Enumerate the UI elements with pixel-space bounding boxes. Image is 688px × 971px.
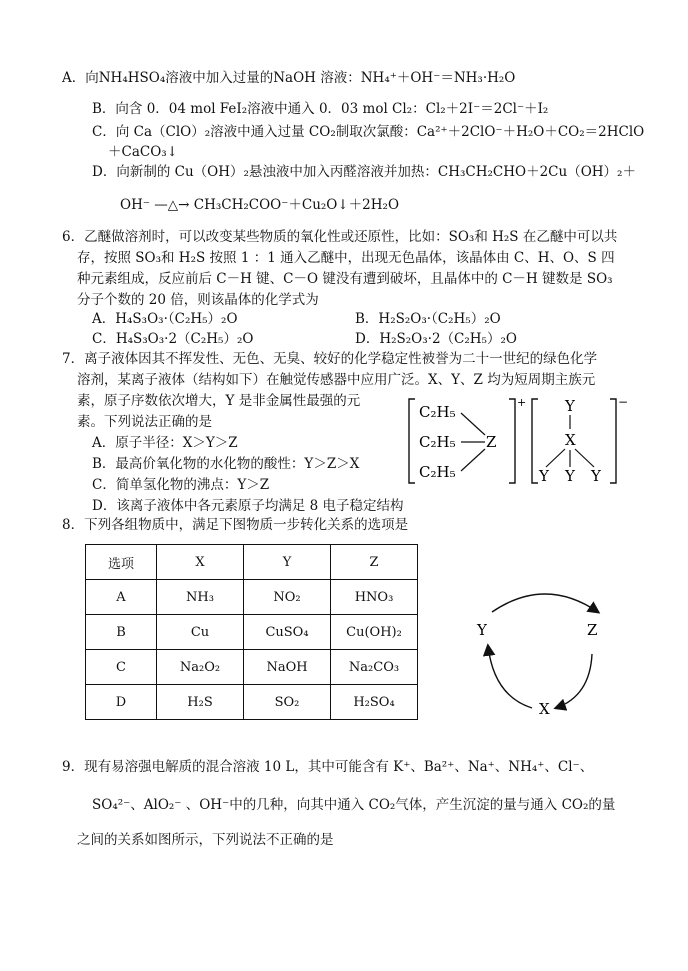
q6-stem-line3: 种元素组成，反应前后 C－H 键、C－O 键没有遭到破坏，且晶体中的 C－H 键数是 SO₃ — [77, 271, 613, 287]
q5-option-a: A．向NH₄HSO₄溶液中加入过量的NaOH 溶液：NH₄⁺＋OH⁻＝NH₃·H₂O — [62, 70, 516, 86]
q6-option-b: B．H₂S₂O₃·（C₂H₅）₂O — [355, 311, 501, 327]
cation-ethyl-1: C₂H₅ — [419, 403, 456, 421]
table-cell: Na₂O₂ — [157, 650, 244, 685]
q6-option-a: A．H₄S₃O₃·（C₂H₅）₂O — [92, 311, 238, 327]
anion-y-top: Y — [565, 397, 575, 415]
ionic-liquid-structure — [405, 395, 645, 490]
cycle-node-x: X — [539, 700, 550, 718]
table-cell: D — [86, 685, 157, 720]
q7-option-a: A．原子半径：X＞Y＞Z — [92, 435, 238, 451]
q7-stem-line4: 素。下列说法正确的是 — [77, 414, 212, 430]
header-option: 选项 — [86, 545, 157, 580]
header-y: Y — [244, 545, 331, 580]
q6-option-c: C．H₄S₃O₃·2（C₂H₅）₂O — [92, 331, 254, 347]
table-cell: NO₂ — [244, 580, 331, 615]
cation-z-atom: Z — [486, 433, 497, 451]
cation-charge-plus: + — [517, 396, 527, 409]
anion-charge-minus: − — [618, 395, 629, 409]
table-cell: A — [86, 580, 157, 615]
q5-option-b: B．向含 0．04 mol FeI₂溶液中通入 0．03 mol Cl₂：Cl₂＋2I⁻＝2Cl⁻＋I₂ — [92, 101, 549, 117]
table-cell: Cu — [157, 615, 244, 650]
q9-stem-line3: 之间的关系如图所示，下列说法不正确的是 — [77, 832, 334, 848]
anion-y-middle: Y — [565, 467, 575, 485]
q7-stem-line2: 溶剂，某离子液体（结构如下）在触觉传感器中应用广泛。X、Y、Z 均为短周期主族元 — [77, 372, 596, 388]
cycle-node-z: Z — [587, 621, 598, 639]
q6-stem-line2: 存，按照 SO₃和 H₂S 按照 1 ：1 通入乙醚中，出现无色晶体，该晶体由 C、H、O、S 四 — [77, 250, 615, 266]
q8-stem: 8．下列各组物质中，满足下图物质一步转化关系的选项是 — [62, 517, 409, 533]
q7-option-b: B．最高价氧化物的水化物的酸性：Y＞Z＞X — [92, 456, 360, 472]
header-x: X — [157, 545, 244, 580]
q7-stem-line3: 素，原子序数依次增大，Y 是非金属性最强的元 — [77, 393, 361, 409]
table-row — [86, 615, 418, 650]
table-cell: HNO₃ — [331, 580, 418, 615]
q6-option-d: D．H₂S₂O₃·2（C₂H₅）₂O — [355, 331, 517, 347]
q5-option-d-cont: OH⁻ —△→ CH₃CH₂COO⁻＋Cu₂O↓＋2H₂O — [120, 197, 400, 213]
table-cell: H₂SO₄ — [331, 685, 418, 720]
q7-stem-line1: 7．离子液体因其不挥发性、无色、无臭、较好的化学稳定性被誉为二十一世纪的绿色化学 — [62, 351, 598, 367]
table-row — [86, 650, 418, 685]
anion-x-center: X — [565, 431, 576, 449]
q7-option-d: D．该离子液体中各元素原子均满足 8 电子稳定结构 — [92, 498, 404, 514]
table-cell: Na₂CO₃ — [331, 650, 418, 685]
table-row — [86, 685, 418, 720]
table-cell: NaOH — [244, 650, 331, 685]
header-z: Z — [331, 545, 418, 580]
q5-option-c-cont: ＋CaCO₃↓ — [108, 144, 178, 160]
table-cell: CuSO₄ — [244, 615, 331, 650]
q6-stem-line1: 6．乙醚做溶剂时，可以改变某些物质的氧化性或还原性，比如：SO₃和 H₂S 在乙醚中可以共 — [62, 229, 618, 245]
anion-y-right: Y — [591, 467, 601, 485]
table-cell: NH₃ — [157, 580, 244, 615]
q9-stem-line1: 9．现有易溶强电解质的混合溶液 10 L，其中可能含有 K⁺、Ba²⁺、Na⁺、NH₄⁺、Cl⁻、 — [62, 759, 594, 775]
table-cell: H₂S — [157, 685, 244, 720]
q9-stem-line2: SO₄²⁻、AlO₂⁻ 、OH⁻中的几种，向其中通入 CO₂气体，产生沉淀的量与通入 CO₂的量 — [92, 797, 616, 813]
anion-y-left: Y — [539, 467, 549, 485]
table-row — [86, 580, 418, 615]
cycle-node-y: Y — [477, 621, 487, 639]
q5-option-c: C．向 Ca（ClO）₂溶液中通入过量 CO₂制取次氯酸：Ca²⁺＋2ClO⁻＋H₂O＋CO₂＝2HClO — [92, 124, 645, 140]
q8-options-table — [85, 544, 418, 720]
q5-option-d: D．向新制的 Cu（OH）₂悬浊液中加入丙醛溶液并加热：CH₃CH₂CHO＋2Cu（OH）₂＋ — [92, 164, 636, 180]
table-cell: Cu(OH)₂ — [331, 615, 418, 650]
q7-option-c: C．简单氢化物的沸点：Y＞Z — [92, 477, 270, 493]
q6-stem-line4: 分子个数的 20 倍，则该晶体的化学式为 — [77, 292, 319, 308]
table-header-row — [86, 545, 418, 580]
cation-ethyl-3: C₂H₅ — [419, 463, 456, 481]
conversion-cycle-diagram — [470, 580, 620, 730]
table-cell: B — [86, 615, 157, 650]
cation-ethyl-2: C₂H₅ — [419, 433, 456, 451]
table-cell: C — [86, 650, 157, 685]
table-cell: SO₂ — [244, 685, 331, 720]
